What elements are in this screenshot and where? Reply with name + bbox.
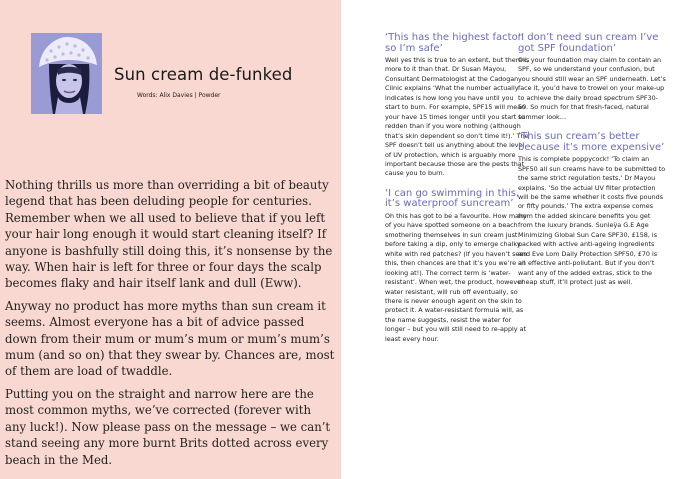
myth-body: Oh this has got to be a favourite. How many of you have spotted someone on a beach smothering themselves in sun cream just before taking a dip, only to emerge chalky white with red patches? (If you haven’t seen this, then chances are that it’s you we’re all looking at!). The correct term is ‘water-resistant’. When wet, the product, however water resistant, will rub off eventually, so there is never enough agent on the skin to protect it. A water-resistant formula will, as the name suggests, resist the water for longer – but you will still need to re-apply at least every hour. xyxy=(385,211,528,343)
myth-body: Ok, your foundation may claim to contain an SPF, so we understand your confusion, but you should still wear an SPF underneath. Let’s face it, you’d have to trowel on your make-up to achieve the daily broad spectrum SPF30-50. So much for that fresh-faced, natural summer look… xyxy=(518,56,666,121)
article-byline: Words: Alix Davies | Powder xyxy=(137,92,221,99)
myth-heading: ‘This sun cream’s better because it’s more expensive’ xyxy=(518,131,665,153)
article-title: Sun cream de-funked xyxy=(114,65,293,84)
myth-body: This is complete poppycock! ‘To claim an SPF50 all sun creams have to be submitted to the same strict regulation tests,’ Dr Mayou explains. ‘So the actual UV filter protection will be the same whether it costs five pounds or fifty pounds.’ The extra expense comes from the added skincare benefits you get from the luxury brands. Sunleÿa G.E Age Minimizing Global Sun Care SPF30, £158, is packed with active anti-ageing ingredients and Eve Lom Daily Protection SPF50, £70 is an effective anti-pollutant. But if you don’t want any of the added extras, stick to the cheap stuff, it’ll protect just as well. xyxy=(518,155,666,287)
myth-heading: ‘This has the highest factor so I’m safe’ xyxy=(385,32,522,54)
myths-column-right xyxy=(518,33,666,298)
intro-text xyxy=(5,177,335,474)
intro-paragraph: Anyway no product has more myths than sun cream it seems. Almost everyone has a bit of advice passed down from their mum or mum’s mum or mum’s mum’s mum (and so on) that they swear by. Chances are, most of them are load of twaddle. xyxy=(5,298,335,379)
author-photo xyxy=(31,33,102,114)
myth-heading: ‘I don’t need sun cream I’ve got SPF foundation’ xyxy=(518,32,659,54)
intro-paragraph: Putting you on the straight and narrow here are the most common myths, we’ve corrected (forever with any luck!). Now please pass on the message – we can’t stand seeing any more burnt Brits dotted across every beach in the Med. xyxy=(5,386,331,467)
portrait-illustration xyxy=(31,33,102,114)
intro-paragraph: Nothing thrills us more than overriding a bit of beauty legend that has been deluding people for centuries. Remember when we all used to believe that if you left your hair long enough it would start cleaning itself? If anyone is bashfully still doing this, it’s nonsense by the way. When hair is left for three or four days the scalp becomes flaky and hair itself lank and dull (Eww). xyxy=(5,178,333,291)
myth-body: Well yes this is true to an extent, but there is more to it than that. Dr Susan Mayou, Consultant Dermatologist at the Cadogan Clinic explains ‘What the number actually indicates is how long you have until you start to burn. For example, SPF15 will mean your have 15 times longer until you start to redden than if you wore nothing (although that’s skin dependent so don’t time it!).’ The SPF doesn’t tell us anything about the level of UV protection, which is arguably more important because those are the pests that cause you to burn. xyxy=(385,56,530,178)
myth-heading: ‘I can go swimming in this, it’s waterproof suncream’ xyxy=(385,187,520,210)
myths-column-left xyxy=(385,33,530,354)
